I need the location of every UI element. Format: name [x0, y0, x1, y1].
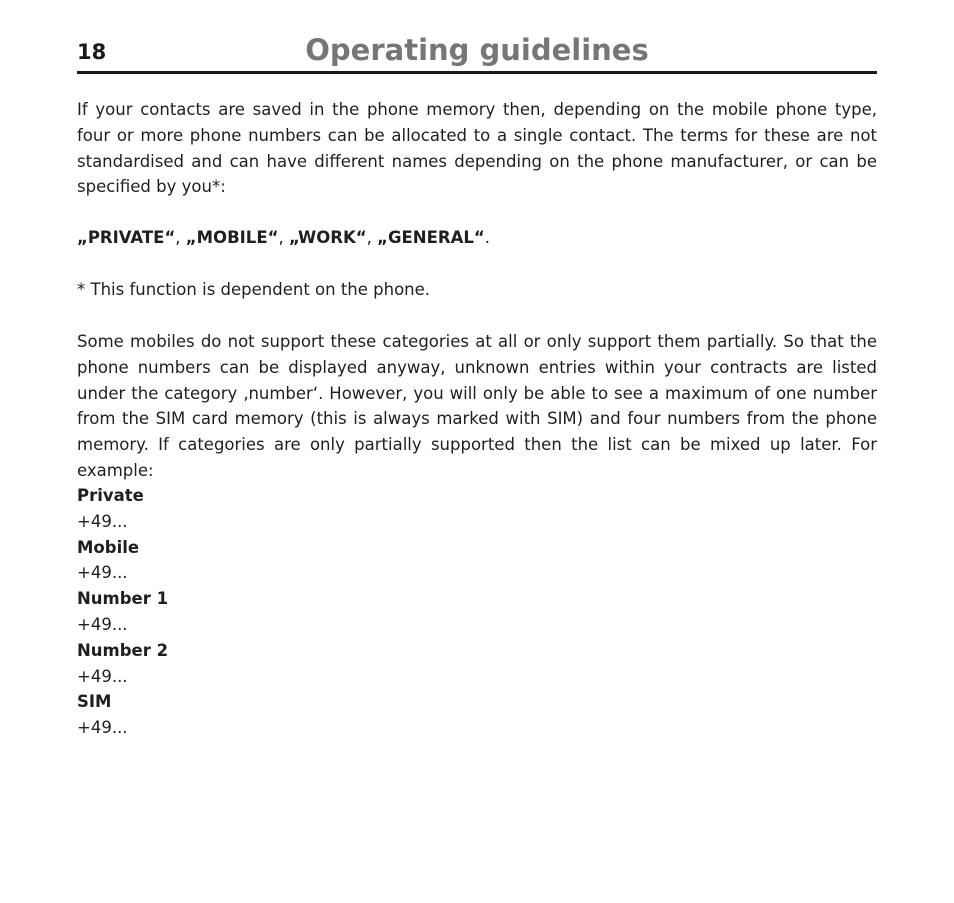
document-page — [77, 0, 877, 738]
list-item — [77, 535, 477, 587]
example-number: +49... — [77, 614, 128, 634]
list-item — [77, 638, 477, 690]
example-number: +49... — [77, 563, 128, 583]
category-separator: , — [366, 228, 378, 247]
example-list — [77, 483, 477, 741]
intro-paragraph: If your contacts are saved in the phone memory then, depending on the mobile phone type, four or more phone numbers can be allocated to a single contact. The terms for these are not standardised and can have different names depending on the phone manufacturer, or can be specified by you*: — [77, 100, 877, 197]
example-label: SIM — [77, 692, 112, 712]
category-mobile: „MOBILE“ — [185, 228, 279, 247]
example-number: +49... — [77, 511, 128, 531]
category-private: „PRIVATE“ — [77, 228, 176, 247]
category-list — [77, 225, 877, 251]
example-label: Number 1 — [77, 589, 169, 609]
example-label: Private — [77, 486, 144, 505]
explanation-paragraph: Some mobiles do not support these categories at all or only support them partially. So that the phone numbers can be displayed anyway, unknown entries within your contracts are listed under the category ‚number‘. However, you will only be able to see a maximum of one number from the SIM card memory (this is always marked with SIM) and four numbers from the phone memory. If categories are only partially supported then the list can be mixed up later. For example: — [77, 332, 877, 480]
example-label: Mobile — [77, 537, 140, 557]
footnote: * This function is dependent on the phone. — [77, 280, 431, 299]
category-separator: , — [175, 228, 186, 247]
category-work: „WORK“ — [288, 228, 367, 247]
page-number: 18 — [77, 40, 107, 64]
list-item — [77, 483, 477, 535]
list-item — [77, 689, 477, 741]
example-label: Number 2 — [77, 640, 169, 660]
page-title: Operating guidelines — [305, 33, 649, 67]
category-general: „GENERAL“ — [377, 228, 485, 247]
category-end: . — [484, 228, 490, 247]
example-number: +49... — [77, 666, 128, 686]
example-number: +49... — [77, 718, 128, 738]
category-separator: , — [278, 228, 289, 247]
page-header — [77, 0, 877, 74]
list-item — [77, 586, 477, 638]
